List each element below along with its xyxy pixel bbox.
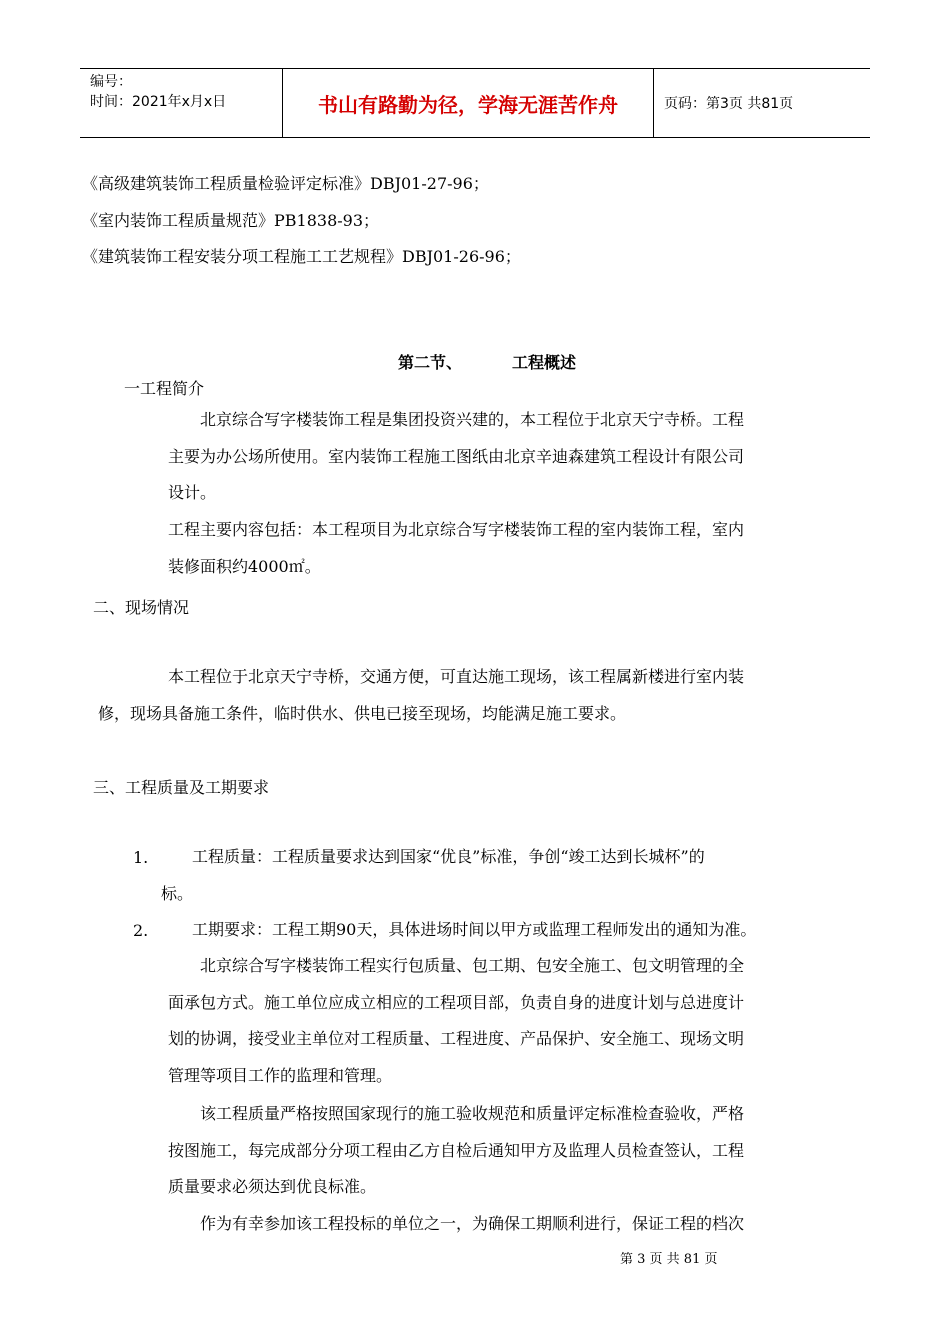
reference-item: 《建筑装饰工程安装分项工程施工工艺规程》DBJ01-26-96； (82, 247, 521, 266)
text-line: 主要为办公场所使用。室内装饰工程施工图纸由北京辛迪森建筑工程设计有限公司 (168, 446, 745, 466)
text-line: 面承包方式。施工单位应成立相应的工程项目部，负责自身的进度计划与总进度计 (168, 992, 745, 1012)
page-header (80, 68, 870, 138)
text-line: 标。 (161, 883, 194, 903)
reference-list (82, 166, 521, 276)
text-line: 本工程位于北京天宁寺桥，交通方便，可直达施工现场，该工程属新楼进行室内装 (168, 667, 745, 686)
text-line: 管理等项目工作的监理和管理。 (168, 1065, 393, 1085)
part3-heading: 三、工程质量及工期要求 (93, 778, 270, 797)
part3-paragraph-2 (168, 1096, 744, 1206)
section-title: 工程概述 (512, 353, 577, 372)
list-item-quality (161, 839, 705, 912)
text-line: 工期要求：工程工期90天，具体进场时间以甲方或监理工程师发出的通知为准。 (192, 920, 757, 939)
header-page-code: 页码：第3页 共81页 (664, 96, 794, 112)
page-footer: 第 3 页 共 81 页 (620, 1252, 718, 1267)
document-number: 编号： (90, 74, 132, 90)
part1-paragraph-2 (168, 512, 744, 585)
text-line: 修，现场具备施工条件，临时供水、供电已接至现场，均能满足施工要求。 (98, 703, 627, 723)
text-line: 按图施工，每完成部分分项工程由乙方自检后通知甲方及监理人员检查签认，工程 (168, 1140, 745, 1160)
list-number-2: 2. (133, 921, 149, 940)
part2-paragraph (98, 659, 744, 732)
header-meta (80, 69, 282, 137)
text-line: 作为有幸参加该工程投标的单位之一，为确保工期顺利进行，保证工程的档次 (200, 1214, 745, 1233)
list-number-1: 1. (133, 848, 149, 867)
part2-heading: 二、现场情况 (93, 598, 190, 617)
text-line: 北京综合写字楼装饰工程实行包质量、包工期、包安全施工、包文明管理的全 (200, 956, 745, 975)
text-line: 划的协调，接受业主单位对工程质量、工程进度、产品保护、安全施工、现场文明 (168, 1029, 745, 1048)
part1-paragraph-1 (168, 402, 744, 512)
text-line: 该工程质量严格按照国家现行的施工验收规范和质量评定标准检查验收，严格 (200, 1104, 745, 1123)
part1-heading: 一工程简介 (124, 379, 205, 398)
part3-paragraph-1 (168, 948, 744, 1094)
part3-paragraph-3 (168, 1206, 744, 1243)
text-line: 质量要求必须达到优良标准。 (168, 1177, 377, 1196)
text-line: 装修面积约4000㎡。 (168, 556, 321, 576)
header-motto: 书山有路勤为径，学海无涯苦作舟 (282, 69, 654, 137)
reference-item: 《高级建筑装饰工程质量检验评定标准》DBJ01-27-96； (82, 174, 489, 193)
text-line: 工程主要内容包括：本工程项目为北京综合写字楼装饰工程的室内装饰工程，室内 (168, 520, 745, 539)
reference-item: 《室内装饰工程质量规范》PB1838-93； (82, 210, 380, 230)
text-line: 工程质量：工程质量要求达到国家“优良”标准，争创“竣工达到长城杯”的 (192, 847, 705, 866)
list-item-schedule (192, 912, 756, 949)
text-line: 北京综合写字楼装饰工程是集团投资兴建的，本工程位于北京天宁寺桥。工程 (200, 410, 745, 429)
document-time: 时间：2021年x月x日 (90, 94, 227, 110)
section-number: 第二节、 (398, 353, 463, 372)
text-line: 设计。 (168, 483, 217, 502)
